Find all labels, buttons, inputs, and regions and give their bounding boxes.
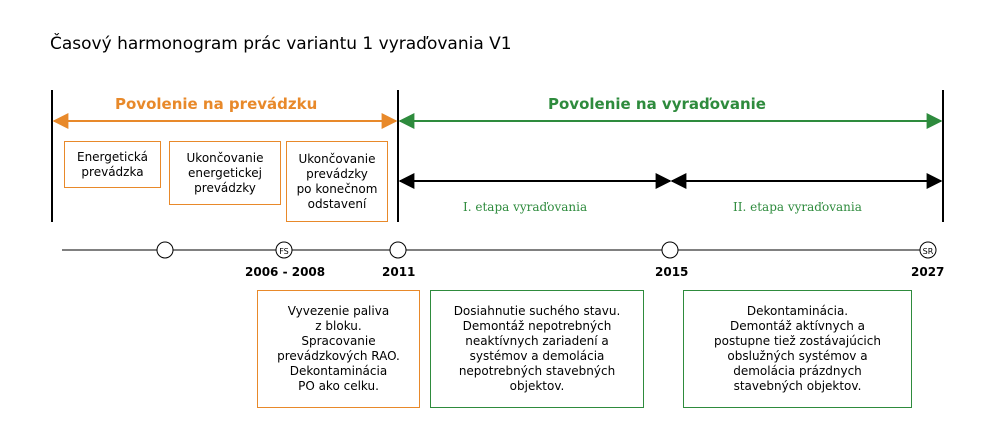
activity-box-decontamination [683,290,912,408]
phase-line: Energetická [76,149,149,164]
milestone-circle-1 [157,242,173,258]
year-label: 2027 [911,265,945,279]
activity-line: objektov. [509,379,565,393]
phase-line: odstavení [307,196,367,211]
phase-line: prevádzky [194,180,256,195]
phase-box-ending-energy-operation [169,141,281,205]
activity-box-fuel-removal [257,290,420,408]
activity-line: Demontáž aktívnych a [730,319,865,333]
activity-line: Vyvezenie paliva [287,304,390,318]
activity-line: postupne tiež zostávajúcich [714,334,881,348]
phase-line: Ukončovanie [298,151,376,166]
activity-box-dry-state [430,290,644,408]
activity-line: PO ako celku. [298,379,379,393]
year-label: 2006 - 2008 [245,265,326,279]
milestone-fs-label: FS [279,247,289,256]
activity-line: nepotrebných stavebných [458,364,616,378]
activity-line: Dosiahnutie suchého stavu. [453,304,621,318]
phase-line: Ukončovanie [186,150,264,165]
activity-line: demolácia prázdnych [733,364,862,378]
stage-2-label: II. etapa vyraďovania [733,200,862,214]
activity-line: stavebných objektov. [733,379,862,393]
phase-line: energetickej [188,165,262,180]
milestone-sr-label: SR [922,247,934,256]
activity-line: Dekontaminácia. [746,304,849,318]
phase-line: prevádzky [306,166,368,181]
year-label: 2011 [382,265,416,279]
activity-line: systémov a demolácia [469,349,605,363]
activity-line: Spracovanie [301,334,376,348]
operation-permit-heading: Povolenie na prevádzku [111,95,321,113]
activity-line: prevádzkových RAO. [277,349,400,363]
activity-line: neaktívnych zariadení a [465,334,609,348]
activity-line: z bloku. [315,319,362,333]
milestone-2011 [390,242,406,258]
phase-box-ending-after-shutdown [286,141,388,222]
phase-box-energy-operation [64,141,161,188]
activity-line: Dekontaminácia [289,364,388,378]
year-label: 2015 [655,265,689,279]
phase-line: prevádzka [81,164,144,179]
stage-1-label: I. etapa vyraďovania [463,200,588,214]
phase-line: po konečnom [296,181,378,196]
decommissioning-permit-heading: Povolenie na vyraďovanie [544,95,770,113]
activity-line: Demontáž nepotrebných [462,319,612,333]
activity-line: obslužných systémov a [727,349,868,363]
page-title: Časový harmonogram prác variantu 1 vyraďovania V1 [50,34,512,54]
milestone-2015 [662,242,678,258]
